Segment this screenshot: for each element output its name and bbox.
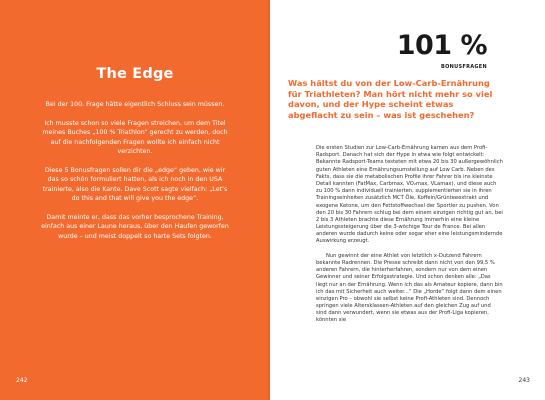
intro-text [40,100,230,250]
answer-paragraph: Nun gewinnt der eine Athlet von letztlich x-Dutzend Fahrern bekannte Radrennen. Die Presse schreibt dann nicht von den 99,5 % anderen Fahrern, die hinterherfahren, sondern nur von dem einen Gewinner und seiner Erfolgsstrategie. Und schon denken alle: „Das liegt nur an der Ernährung. Wenn ich das als Amateur kopiere, dann bin ich das mit Sicherheit auch weiter...“ Die „Horde“ folgt dann dem einen einzigen Pro – obwohl sie selbst keine Profi-Athleten sind. Dennoch springen viele Altersklassen-Athleten auf den gleichen Zug auf und sind dann verwundert, wenn sie etwas aus der Profi-Liga kopieren, könnten sie [316,252,503,324]
section-label: BONUSFRAGEN [440,64,487,70]
page-number-left: 242 [16,377,28,384]
intro-paragraph: Ich musste schon so viele Fragen streichen, um dem Titel meines Buches „100 % Triathlon“ gerecht zu werden, doch auf die nachfolgenden Fragen wollte ich einfach nicht verzichten. [42,119,228,156]
intro-paragraph: Damit meinte er, dass das vorher besprochene Training, einfach aus einer Laune heraus, über den Haufen geworfen wurde – und meist doppelt so harte Sets folgten. [41,213,229,240]
page-number-right: 243 [518,377,530,384]
answer-text [316,145,503,325]
left-page [0,0,270,400]
answer-paragraph: Die ersten Studien zur Low-Carb-Ernährung kamen aus dem Profi-Radsport. Danach hat sich der Hype in etwa wie folgt entwickelt: Bekannte Radsport-Teams testeten mit etwa 20 bis 30 außergewöhnlich guten Athleten eine Ernährungsumstellung auf Low Carb. Neben des Fakts, dass sie die metabolischen Profile ihrer Fahrer bis ins kleinste Detail kannten (FatMax, Carbmax, VO₂max, VLamax), und diese auch zu 100 % dann individuell trainierten, supplementierten sie in ihren Trainingseinheiten zusätzlich MCT Öle, Koffein/Grünteeextrakt und exogene Ketone, um den Fettstoffwechsel der Sportler zu pushen. Von den 20 bis 30 Fahrern schlug bei dem einem einzigen richtig gut an, bei 2 bis 3 Athleten brachte diese Ernährung immerhin eine kleine Leistungssteigerung über die 3-wöchige Tour de France. Bei allen anderen wurde dadurch keine oder sogar eher eine leistungsmindernde Auswirkung erzeugt. [316,145,503,245]
intro-paragraph: Bei der 100. Frage hätte eigentlich Schluss sein müssen. [45,101,225,108]
question-heading: Was hältst du von der Low-Carb-Ernährung für Triathleten? Man hört nicht mehr so viel davon, und der Hype scheint etwas abgeflacht zu sein – was ist geschehen? [288,78,493,121]
intro-paragraph: Diese 5 Bonusfragen sollen dir die „edge“ geben, wie wir das so schön formuliert hatten, als ich noch in den USA trainierte, also die Kante. Dave Scott sagte vielfach: „Let’s do this and that will give you the edge“. [42,166,228,203]
question-number: 101 % [396,30,487,61]
chapter-title: The Edge [96,66,174,82]
